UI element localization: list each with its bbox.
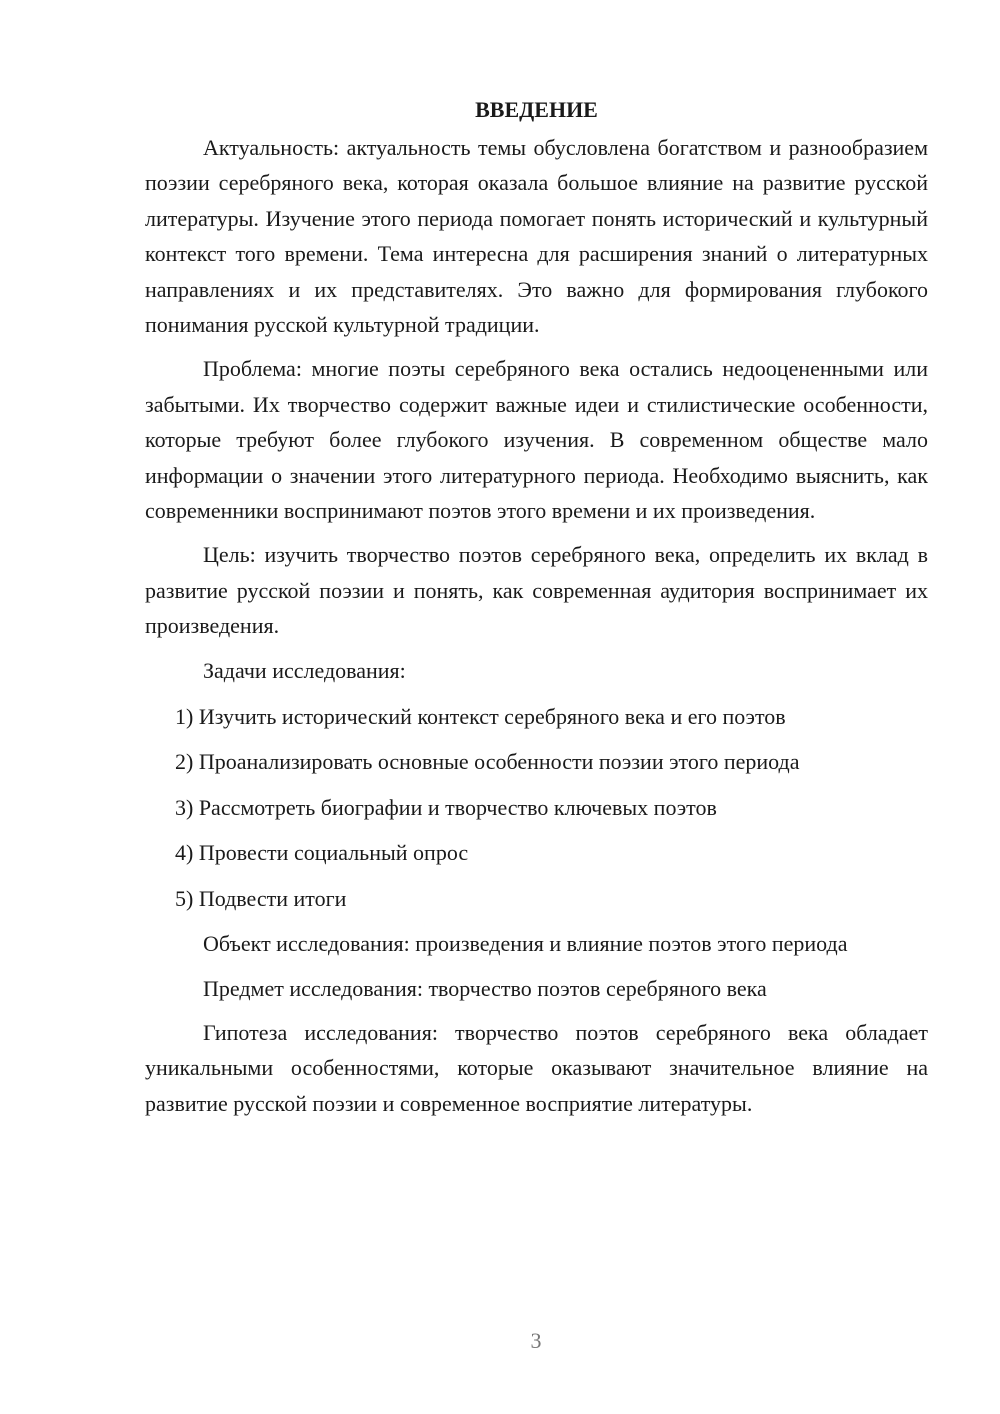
page-number: 3 (530, 1328, 542, 1353)
relevance-paragraph: Актуальность: актуальность темы обусловлена богатством и разнообразием поэзии серебряного века, которая оказала большое влияние на развитие русской литературы. Изучение этого периода помогает понять исторический и культурный контекст того времени. Тема интересна для расширения знаний о литературных направлениях и их представителях. Это важно для формирования глубокого понимания русской культурной традиции. (145, 135, 928, 338)
problem-paragraph: Проблема: многие поэты серебряного века остались недооцененными или забытыми. Их творчество содержит важные идеи и стилистические особенности, которые требуют более глубокого изучения. В современном обществе мало информации о значении этого литературного периода. Необходимо выяснить, как современники воспринимают поэтов этого времени и их произведения. (145, 356, 928, 524)
list-item: 2) Проанализировать основные особенности поэзии этого периода (175, 749, 800, 775)
list-item: 3) Рассмотреть биографии и творчество ключевых поэтов (175, 794, 717, 820)
task-list (145, 699, 928, 916)
object-paragraph: Объект исследования: произведения и влияние поэтов этого периода (203, 931, 848, 957)
goal-paragraph: Цель: изучить творчество поэтов серебряного века, определить их вклад в развитие русской поэзии и понять, как современная аудитория воспринимает их произведения. (145, 542, 928, 639)
hypothesis-paragraph: Гипотеза исследования: творчество поэтов серебряного века обладает уникальными особенностями, которые оказывают значительное влияние на развитие русской поэзии и современное восприятие литературы. (145, 1020, 928, 1116)
list-item: 4) Провести социальный опрос (175, 840, 469, 866)
document-page (145, 90, 928, 1130)
list-item: 1) Изучить исторический контекст серебряного века и его поэтов (175, 703, 786, 729)
list-item: 5) Подвести итоги (175, 885, 347, 911)
subject-paragraph: Предмет исследования: творчество поэтов серебряного века (203, 975, 767, 1001)
page-title: ВВЕДЕНИЕ (475, 97, 598, 122)
tasks-title: Задачи исследования: (203, 657, 406, 683)
